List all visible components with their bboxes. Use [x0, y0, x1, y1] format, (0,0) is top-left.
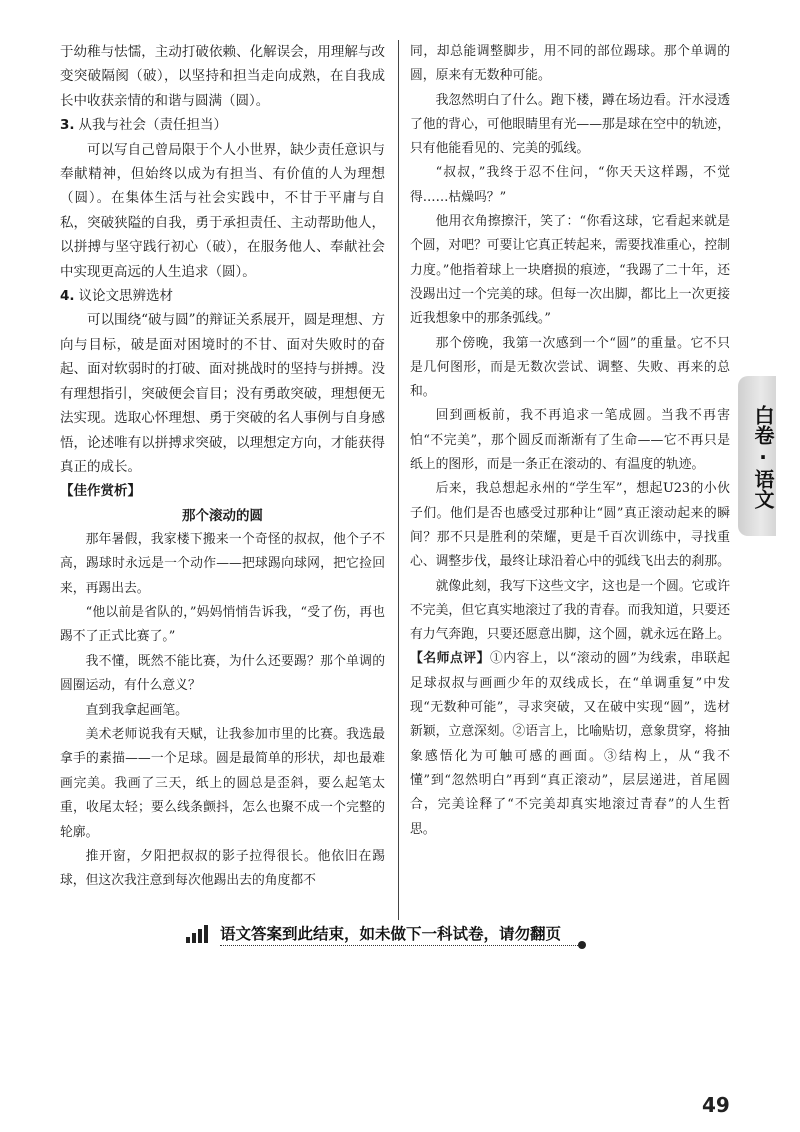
item-4-heading	[60, 284, 385, 308]
teacher-comment-body: ①内容上，以“滚动的圆”为线索，串联起足球叔叔与画画少年的双线成长，在“单调重复”中发现“无数种可能”，寻求突破，又在破中实现“圆”，选材新颖，立意深刻。②语言上，比喻贴切，意象贯穿，将抽象感悟化为可触可感的画面。③结构上，从“我不懂”到“忽然明白”再到“真正滚动”，层层递进，首尾圆合，完美诠释了“不完美却真实地滚过青春”的人生哲思。	[410, 651, 731, 837]
essay-paragraph: 同，却总能调整脚步，用不同的部位踢球。那个单调的圆，原来有无数种可能。	[410, 44, 730, 84]
section-label: 【佳作赏析】	[60, 483, 141, 500]
essay-paragraph: 那个傍晚，我第一次感到一个“圆”的重量。它不只是几何图形，而是无数次尝试、调整、失败、再来的总和。	[410, 335, 730, 400]
right-column	[410, 40, 730, 842]
side-tab-label: 白卷·语文	[751, 405, 775, 509]
essay-paragraph: 他用衣角擦擦汗，笑了：“你看这球，它看起来就是个圆，对吧？可要让它真正转起来，需要找准重心，控制力度。”他指着球上一块磨损的痕迹，“我踢了二十年，还没踢出过一个完美的球。但每一次出脚，都比上一次更接近我想象中的那条弧线。”	[410, 214, 730, 327]
item-4-body: 可以围绕“破与圆”的辩证关系展开，圆是理想、方向与目标，破是面对困境时的不甘、面对失败时的奋起、面对软弱时的打破、面对挑战时的坚持与拼搏。没有理想指引，突破便会盲目；没有勇敢突破，理想便无法实现。选取心怀理想、勇于突破的名人事例与自身感悟，论述唯有以拼搏求突破，以理想定方向，才能获得真正的成长。	[60, 312, 385, 475]
end-of-section-banner	[186, 921, 598, 947]
continued-paragraph: 于幼稚与怯懦，主动打破依赖、化解误会，用理解与改变突破隔阂（破），以坚持和担当走向成熟，在自我成长中收获亲情的和谐与圆满（圆）。	[60, 44, 385, 109]
item-4-title: 议论文思辨选材	[78, 288, 174, 305]
item-3-number: 3.	[60, 117, 75, 134]
item-4-number: 4.	[60, 288, 75, 305]
end-of-section-text: 语文答案到此结束，如未做下一科试卷，请勿翻页	[220, 925, 562, 943]
item-3-body: 可以写自己曾局限于个人小世界，缺少责任意识与奉献精神，但始终以成为有担当、有价值的人为理想（圆）。在集体生活与社会实践中，不甘于平庸与自私，突破狭隘的自我，勇于承担责任、主动帮助他人，以拼搏与坚守践行初心（破），在服务他人、奉献社会中实现更高远的人生追求（圆）。	[60, 141, 385, 280]
essay-paragraph: 推开窗，夕阳把叔叔的影子拉得很长。他依旧在踢球，但这次我注意到每次他踢出去的角度都不	[60, 849, 385, 889]
essay-paragraph: 我忽然明白了什么。跑下楼，蹲在场边看。汗水浸透了他的背心，可他眼睛里有光——那是球在空中的轨迹，只有他能看见的、完美的弧线。	[410, 92, 730, 157]
item-3-heading	[60, 113, 385, 137]
essay-paragraph: 直到我拿起画笔。	[85, 702, 188, 718]
essay-paragraph: 那年暑假，我家楼下搬来一个奇怪的叔叔，他个子不高，踢球时永远是一个动作——把球踢向球网，把它捡回来，再踢出去。	[60, 531, 385, 596]
essay-paragraph: 我不懂，既然不能比赛，为什么还要踢？那个单调的圆圈运动，有什么意义？	[60, 653, 385, 694]
teacher-comment-label: 【名师点评】	[410, 651, 490, 667]
left-column	[60, 40, 385, 894]
column-divider	[398, 40, 399, 920]
dotted-rule	[220, 945, 580, 946]
essay-paragraph: “叔叔，”我终于忍不住问，“你天天这样踢，不觉得……枯燥吗？”	[410, 165, 730, 205]
item-3-title: 从我与社会（责任担当）	[78, 117, 228, 134]
teacher-comment	[410, 647, 730, 841]
essay-title: 那个滚动的圆	[182, 507, 263, 524]
essay-paragraph: 就像此刻，我写下这些文字，这也是一个圆。它或许不完美，但它真实地滚过了我的青春。而我知道，只要还有力气奔跑，只要还愿意出脚，这个圆，就永远在路上。	[410, 578, 730, 643]
subject-side-tab	[738, 376, 776, 536]
essay-paragraph: 回到画板前，我不再追求一笔成圆。当我不再害怕“不完美”，那个圆反而渐渐有了生命——它不再只是纸上的图形，而是一条正在滚动的、有温度的轨迹。	[410, 408, 730, 473]
dot-icon	[578, 941, 586, 949]
page-number: 49	[702, 1093, 730, 1117]
essay-paragraph: “他以前是省队的，”妈妈悄悄告诉我，“受了伤，再也踢不了正式比赛了。”	[60, 604, 385, 645]
essay-paragraph: 后来，我总想起永州的“学生军”，想起U23的小伙子们。他们是否也感受过那种让“圆”真正滚动起来的瞬间？那不只是胜利的荣耀，更是千百次训练中，寻找重心、调整步伐，最终让球沿着心中的弧线飞出去的刹那。	[410, 481, 730, 570]
essay-paragraph: 美术老师说我有天赋，让我参加市里的比赛。我选最拿手的素描——一个足球。圆是最简单的形状，却也最难画完美。我画了三天，纸上的圆总是歪斜，要么起笔太重，收尾太轻；要么线条颤抖，怎么也聚不成一个完整的轮廓。	[60, 726, 385, 840]
